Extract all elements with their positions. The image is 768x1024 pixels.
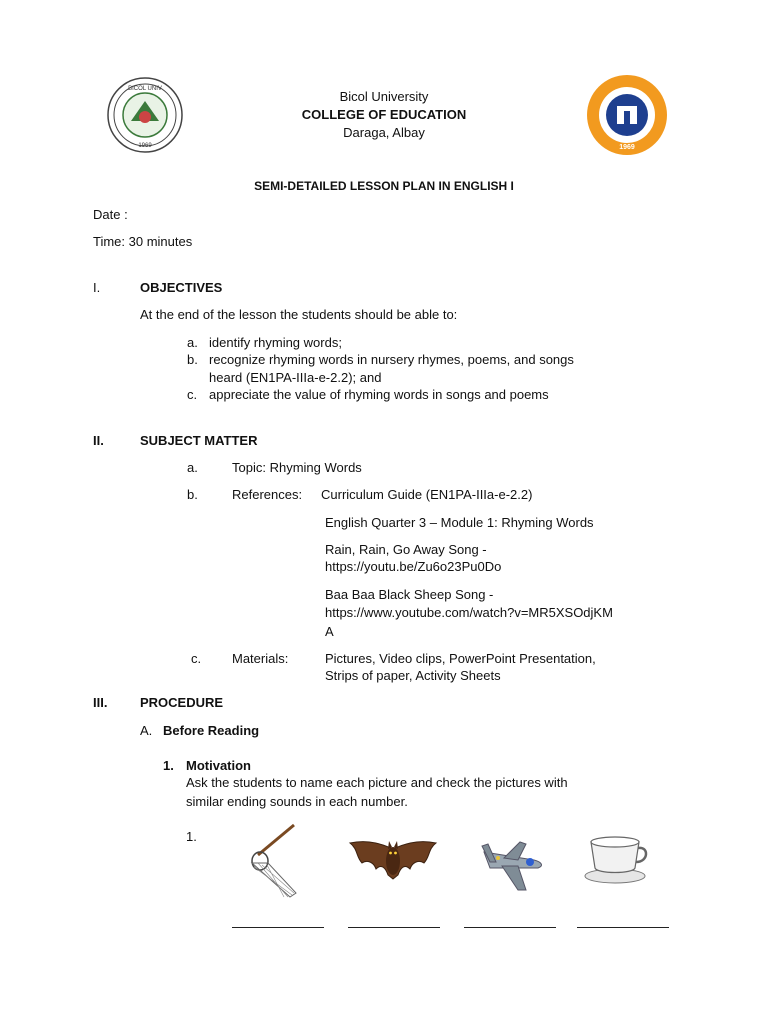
answer-blank-1[interactable] [232, 927, 324, 928]
objective-b-marker: b. [187, 352, 198, 367]
motivation-instruction-1: Ask the students to name each picture and check the pictures with [186, 775, 568, 790]
answer-blank-2[interactable] [348, 927, 440, 928]
reference-song2-url-wrap[interactable]: A [325, 624, 334, 639]
svg-text:1969: 1969 [138, 143, 152, 149]
materials-line-1: Pictures, Video clips, PowerPoint Presentation, [325, 651, 596, 666]
motivation-marker: 1. [163, 758, 174, 773]
butterfly-net-icon [248, 823, 308, 901]
reference-song1-url[interactable]: https://youtu.be/Zu6o23Pu0Do [325, 559, 502, 574]
procedure-numeral: III. [93, 695, 108, 710]
topic-text: Topic: Rhyming Words [232, 460, 362, 475]
date-label: Date : [93, 207, 128, 222]
before-reading-heading: Before Reading [163, 723, 260, 738]
materials-line-2: Strips of paper, Activity Sheets [325, 668, 501, 683]
references-label: References: [232, 487, 303, 502]
topic-marker: a. [187, 460, 198, 475]
college-location: Daraga, Albay [343, 125, 425, 140]
motivation-instruction-2: similar ending sounds in each number. [186, 794, 408, 809]
reference-curriculum-guide: Curriculum Guide (EN1PA-IIIa-e-2.2) [321, 487, 533, 502]
before-reading-marker: A. [140, 723, 153, 738]
objectives-heading: OBJECTIVES [140, 280, 223, 295]
objective-b-text-1: recognize rhyming words in nursery rhymes, poems, and songs [209, 352, 574, 367]
university-name: Bicol University [339, 89, 429, 104]
objective-c-marker: c. [187, 387, 198, 402]
time-label: Time: 30 minutes [93, 234, 193, 249]
materials-marker: c. [191, 651, 202, 666]
objective-c-text: appreciate the value of rhyming words in songs and poems [209, 387, 549, 402]
objective-b-text-2: heard (EN1PA-IIIa-e-2.2); and [209, 370, 382, 385]
teacup-icon [583, 830, 651, 886]
svg-text:1969: 1969 [619, 144, 635, 151]
reference-module: English Quarter 3 – Module 1: Rhyming Words [325, 515, 594, 530]
right-seal [585, 73, 669, 157]
reference-song2-url[interactable]: https://www.youtube.com/watch?v=MR5XSOdjKM [325, 605, 613, 620]
answer-blank-3[interactable] [464, 927, 556, 928]
bat-icon [348, 835, 438, 885]
reference-song1-title: Rain, Rain, Go Away Song - [325, 542, 487, 557]
lesson-plan-title: SEMI-DETAILED LESSON PLAN IN ENGLISH I [254, 179, 514, 193]
procedure-heading: PROCEDURE [140, 695, 224, 710]
objective-a-marker: a. [187, 335, 198, 350]
reference-song2-title: Baa Baa Black Sheep Song - [325, 587, 494, 602]
svg-text:BICOL UNIV: BICOL UNIV [128, 86, 162, 92]
answer-blank-4[interactable] [577, 927, 669, 928]
subject-matter-heading: SUBJECT MATTER [140, 433, 258, 448]
exercise-number: 1. [186, 829, 197, 844]
objectives-intro: At the end of the lesson the students should be able to: [140, 307, 458, 322]
objectives-numeral: I. [93, 280, 101, 295]
college-name: COLLEGE OF EDUCATION [301, 107, 467, 122]
subject-matter-numeral: II. [93, 433, 104, 448]
materials-label: Materials: [232, 651, 289, 666]
left-seal [106, 76, 184, 154]
airplane-icon [478, 838, 548, 894]
references-marker: b. [187, 487, 198, 502]
motivation-heading: Motivation [186, 758, 251, 773]
objective-a-text: identify rhyming words; [209, 335, 342, 350]
